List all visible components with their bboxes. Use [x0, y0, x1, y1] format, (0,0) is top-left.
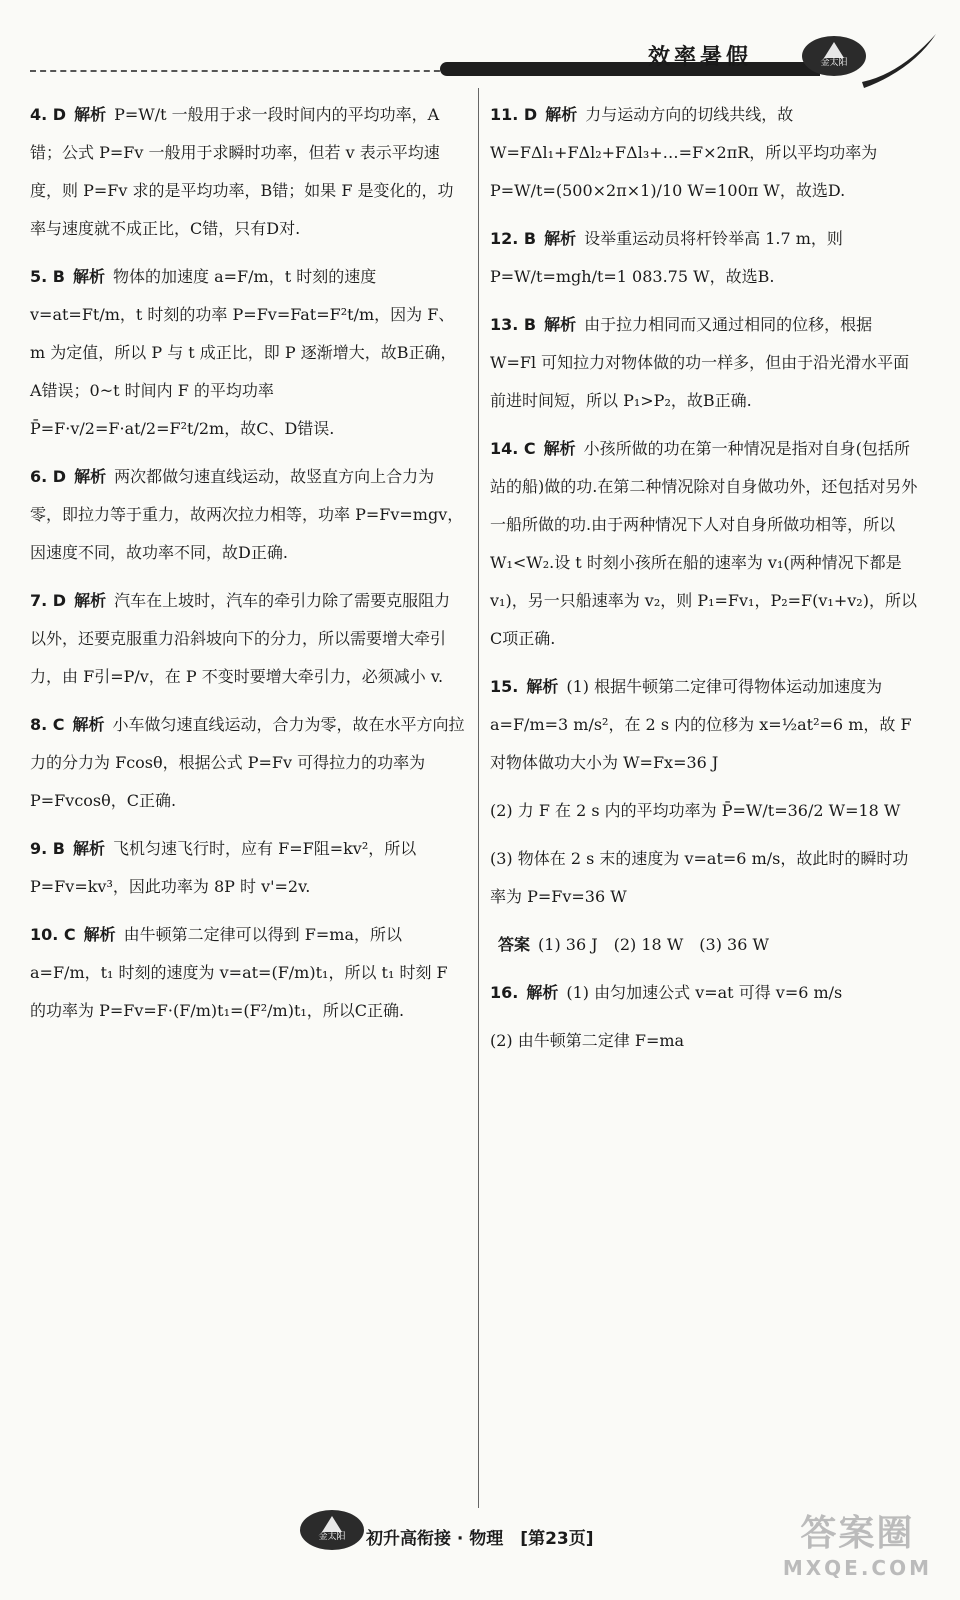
analysis-tag: 解析: [526, 983, 559, 1002]
right-column: [490, 96, 920, 1070]
answer-item: [30, 830, 465, 906]
answer-item: [30, 258, 465, 448]
answer-item: [30, 96, 465, 248]
question-number: 8. C: [30, 715, 65, 734]
answer-text: (1) 根据牛顿第二定律可得物体运动加速度为 a=F/m=3 m/s²，在 2 s 内的位移为 x=½at²=6 m，故 F 对物体做功大小为 W=Fx=36 J: [490, 677, 912, 772]
answer-item: [30, 916, 465, 1030]
analysis-tag: 解析: [83, 925, 116, 944]
swoosh-icon: [860, 30, 940, 90]
question-number: 15.: [490, 677, 519, 696]
page-footer: [300, 1510, 760, 1560]
answer-item: [490, 792, 920, 830]
analysis-tag: 解析: [74, 467, 107, 486]
analysis-tag: 解析: [74, 105, 107, 124]
answer-item: [490, 668, 920, 782]
answer-text: 设举重运动员将杆铃举高 1.7 m，则 P=W/t=mgh/t=1 083.75 W，故选B.: [490, 229, 843, 286]
answer-text: 由牛顿第二定律可以得到 F=ma，所以 a=F/m，t₁ 时刻的速度为 v=at=(F/m)t₁，所以 t₁ 时刻 F 的功率为 P=Fv=F·(F/m)t₁=(F²/m)t₁，所以C正确.: [30, 925, 448, 1020]
answer-text: 两次都做匀速直线运动，故竖直方向上合力为零，即拉力等于重力，故两次拉力相等，功率 P=Fv=mgv，因速度不同，故功率不同，故D正确.: [30, 467, 464, 562]
question-number: 11. D: [490, 105, 538, 124]
header-title: 效率暑假: [648, 45, 753, 70]
analysis-tag: 解析: [544, 315, 577, 334]
answer-text: (1) 36 J (2) 18 W (3) 36 W: [538, 935, 769, 954]
question-number: 16.: [490, 983, 519, 1002]
question-number: 9. B: [30, 839, 65, 858]
footer-text: 初升高衔接 · 物理 [第23页]: [366, 1529, 594, 1549]
answer-item: [490, 1022, 920, 1060]
question-number: 4. D: [30, 105, 67, 124]
question-number: 5. B: [30, 267, 65, 286]
analysis-tag: 解析: [72, 715, 105, 734]
question-number: 12. B: [490, 229, 537, 248]
answer-text: 飞机匀速飞行时，应有 F=F阻=kv²，所以 P=Fv=kv³，因此功率为 8P 时 v'=2v.: [30, 839, 417, 896]
answer-text: (2) 由牛顿第二定律 F=ma: [490, 1031, 685, 1050]
question-number: 10. C: [30, 925, 76, 944]
question-number: 7. D: [30, 591, 67, 610]
analysis-tag: 解析: [74, 591, 107, 610]
analysis-tag: 答案: [498, 935, 531, 954]
question-number: 6. D: [30, 467, 67, 486]
mountain-icon: [322, 1516, 342, 1532]
answer-text: 小车做匀速直线运动，合力为零，故在水平方向拉力的分力为 Fcosθ，根据公式 P=Fv 可得拉力的功率为 P=Fvcosθ，C正确.: [30, 715, 465, 810]
answer-item: [490, 306, 920, 420]
mountain-icon: [824, 42, 844, 58]
analysis-tag: 解析: [543, 439, 576, 458]
answer-text: (3) 物体在 2 s 末的速度为 v=at=6 m/s，故此时的瞬时功率为 P=Fv=36 W: [490, 849, 909, 906]
question-number: 14. C: [490, 439, 536, 458]
footer-logo: 金太阳: [300, 1510, 364, 1550]
column-divider: [478, 88, 479, 1508]
analysis-tag: 解析: [545, 105, 578, 124]
answer-item: [490, 974, 920, 1012]
answer-item: [30, 582, 465, 696]
answer-item: [30, 706, 465, 820]
analysis-tag: 解析: [72, 267, 105, 286]
answer-item: [490, 926, 920, 964]
watermark: 答案圈 MXQE.COM: [782, 1513, 932, 1580]
answer-item: [490, 220, 920, 296]
analysis-tag: 解析: [72, 839, 105, 858]
answer-text: 小孩所做的功在第一种情况是指对自身(包括所站的船)做的功.在第二种情况除对自身做功外，还包括对另外一船所做的功.由于两种情况下人对自身所做功相等，所以 W₁<W₂.设 t 时刻小孩所在船的速率为 v₁(两种情况下都是 v₁)，另一只船速率为 v₂，则 P₁=Fv₁，P₂=F(v₁+v₂)，所以C项正确.: [490, 439, 918, 648]
header-bar: [440, 62, 820, 76]
header-logo: 金太阳: [802, 36, 866, 76]
answer-text: P=W/t 一般用于求一段时间内的平均功率，A错；公式 P=Fv 一般用于求瞬时功率，但若 v 表示平均速度，则 P=Fv 求的是平均功率，B错；如果 F 是变化的，功率与速度就不成正比，C错，只有D对.: [30, 105, 454, 238]
analysis-tag: 解析: [526, 677, 559, 696]
left-column: [30, 96, 465, 1040]
question-number: 13. B: [490, 315, 537, 334]
answer-text: 汽车在上坡时，汽车的牵引力除了需要克服阻力以外，还要克服重力沿斜坡向下的分力，所以需要增大牵引力，由 F引=P/v，在 P 不变时要增大牵引力，必须减小 v.: [30, 591, 451, 686]
answer-item: [490, 840, 920, 916]
answer-item: [490, 430, 920, 658]
answer-text: 力与运动方向的切线共线，故 W=FΔl₁+FΔl₂+FΔl₃+…=F×2πR，所以平均功率为 P=W/t=(500×2π×1)/10 W=100π W，故选D.: [490, 105, 878, 200]
answer-item: [30, 458, 465, 572]
answer-text: (2) 力 F 在 2 s 内的平均功率为 P̄=W/t=36/2 W=18 W: [490, 801, 901, 820]
answer-text: 由于拉力相同而又通过相同的位移，根据 W=Fl 可知拉力对物体做的功一样多，但由于沿光滑水平面前进时间短，所以 P₁>P₂，故B正确.: [490, 315, 910, 410]
answer-text: (1) 由匀加速公式 v=at 可得 v=6 m/s: [566, 983, 843, 1002]
answer-text: 物体的加速度 a=F/m，t 时刻的速度 v=at=Ft/m，t 时刻的功率 P=Fv=Fat=F²t/m，因为 F、m 为定值，所以 P 与 t 成正比，即 P 逐渐增大，故B正确，A错误；0~t 时间内 F 的平均功率 P̄=F·v/2=F·at/2=F²t/2m，故C、D错误.: [30, 267, 457, 438]
answer-item: [490, 96, 920, 210]
header-dashed-rule: [30, 70, 450, 72]
analysis-tag: 解析: [544, 229, 577, 248]
